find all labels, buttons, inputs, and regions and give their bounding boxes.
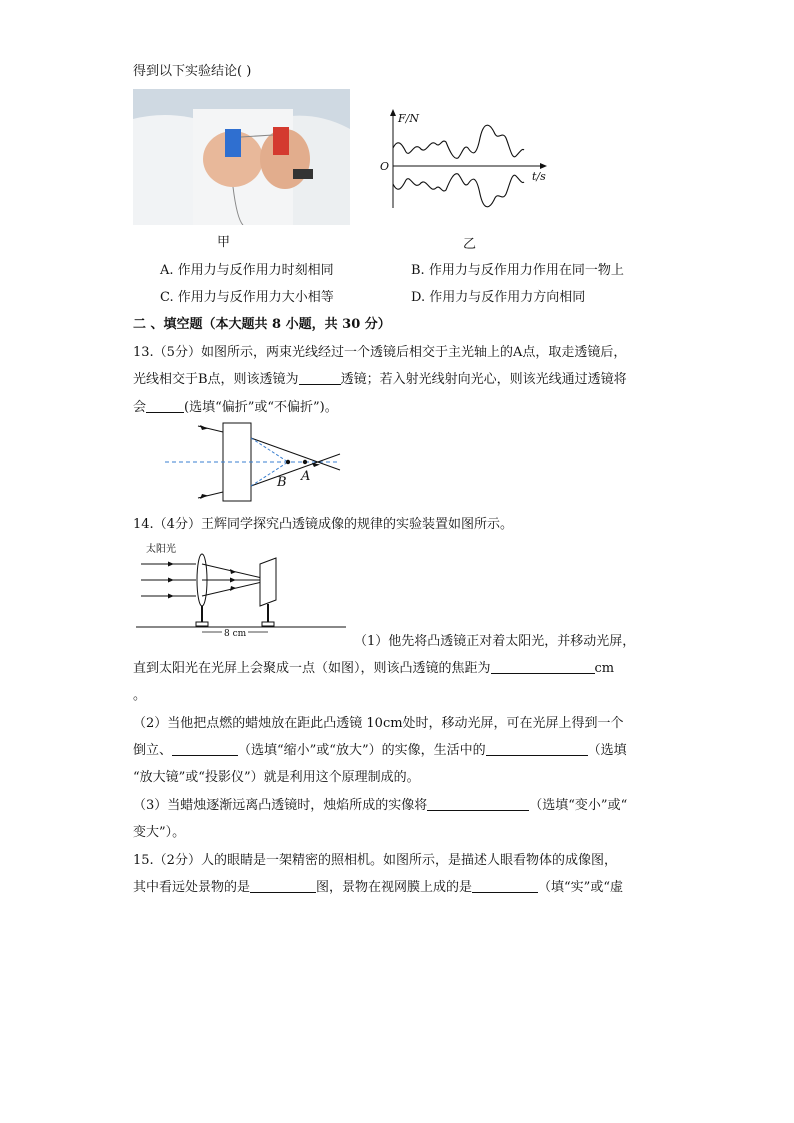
point-b	[286, 460, 290, 464]
x-axis-label: t/s	[532, 170, 546, 183]
option-d: D. 作用力与反作用力方向相同	[411, 290, 586, 305]
q15-blank-1[interactable]	[250, 878, 316, 893]
q14-p1-unit: cm	[594, 661, 615, 676]
q14-p1-line1: （1）他先将凸透镜正对着太阳光，并移动光屏，	[354, 634, 636, 649]
q13-line3	[133, 396, 338, 415]
q13-line2-text-a: 光线相交于B点，则该透镜为	[133, 372, 299, 387]
q13-line2	[133, 368, 627, 387]
refracted-ray-bottom	[251, 454, 340, 486]
lens-ray-diagram	[160, 418, 350, 506]
q13-line3-text-b: (选填“偏折”或“不偏折”)。	[184, 400, 338, 415]
force-curve-lower	[393, 174, 524, 207]
q12-conclusion-line: 得到以下实验结论( )	[133, 64, 252, 79]
q14-p1-text: 直到太阳光在光屏上会聚成一点（如图），则该凸透镜的焦距为	[133, 661, 491, 676]
q13-blank-2[interactable]	[146, 398, 184, 413]
q14-p3-line2: 变大”）。	[133, 825, 186, 840]
fig-label-yi: 乙	[463, 237, 477, 252]
label-a: A	[301, 469, 311, 484]
sunlight-label: 太阳光	[146, 544, 176, 555]
q14-line1: 14.（4分）王辉同学探究凸透镜成像的规律的实验装置如图所示。	[133, 517, 513, 532]
q13-line3-text-a: 会	[133, 400, 147, 415]
q14-p2-text-c: （选填	[587, 743, 627, 758]
q14-p1-line2	[133, 657, 614, 676]
convex-lens-setup	[136, 538, 348, 638]
refracted-ray-top	[251, 438, 340, 470]
fig-label-jia: 甲	[217, 235, 231, 250]
q14-p3-line1	[133, 794, 627, 813]
q14-blank-3[interactable]	[486, 741, 588, 756]
label-b: B	[277, 475, 287, 490]
y-axis-label: F/N	[398, 112, 419, 125]
q14-p3-text-b: （选填“变小”或“	[529, 798, 628, 813]
y-axis-arrow	[390, 109, 396, 116]
x-axis-arrow	[540, 163, 547, 169]
q15-line1: 15.（2分）人的眼睛是一架精密的照相机。如图所示，是描述人眼看物体的成像图，	[133, 853, 617, 868]
force-curve-upper	[393, 125, 524, 158]
q14-p2-text-b: （选填“缩小”或“放大”）的实像，生活中的	[238, 743, 486, 758]
q13-line2-text-b: 透镜；若入射光线射向光心，则该光线通过透镜将	[340, 372, 627, 387]
q15-text-c: （填“实”或“虚	[538, 880, 623, 895]
q13-blank-1[interactable]	[299, 370, 341, 385]
q14-p3-text-a: （3）当蜡烛逐渐远离凸透镜时，烛焰所成的实像将	[133, 798, 428, 813]
option-b: B. 作用力与反作用力作用在同一物上	[411, 263, 624, 278]
q15-text-a: 其中看远处景物的是	[133, 880, 251, 895]
q14-blank-4[interactable]	[427, 796, 529, 811]
experiment-photo	[133, 89, 350, 225]
virtual-ray-top	[251, 438, 288, 462]
q14-p2-line2	[133, 739, 627, 758]
q14-blank-2[interactable]	[172, 741, 238, 756]
photo-illustration	[133, 89, 350, 225]
q15-text-b: 图，景物在视网膜上成的是	[316, 880, 473, 895]
origin-label: O	[380, 160, 390, 173]
option-c: C. 作用力与反作用力大小相等	[160, 290, 334, 305]
q15-line2	[133, 876, 623, 895]
q14-blank-1[interactable]	[491, 659, 595, 674]
q15-blank-2[interactable]	[472, 878, 538, 893]
q14-p2-line1: （2）当他把点燃的蜡烛放在距此凸透镜 10cm处时，移动光屏，可在光屏上得到一个	[133, 716, 624, 731]
light-screen	[260, 558, 276, 606]
force-time-graph	[378, 108, 550, 212]
section-heading: 二 、填空题（本大题共 8 小题，共 30 分）	[133, 317, 391, 332]
point-a	[303, 460, 307, 464]
option-a: A. 作用力与反作用力时刻相同	[160, 263, 334, 278]
q13-line1: 13.（5分）如图所示，两束光线经过一个透镜后相交于主光轴上的A点，取走透镜后，	[133, 345, 627, 360]
q14-p2-line3: “放大镜”或“投影仪”）就是利用这个原理制成的。	[133, 770, 420, 785]
q14-p2-text-a: 倒立、	[133, 743, 173, 758]
q14-p1-end: 。	[133, 688, 147, 703]
distance-label: 8 cm	[224, 629, 247, 638]
